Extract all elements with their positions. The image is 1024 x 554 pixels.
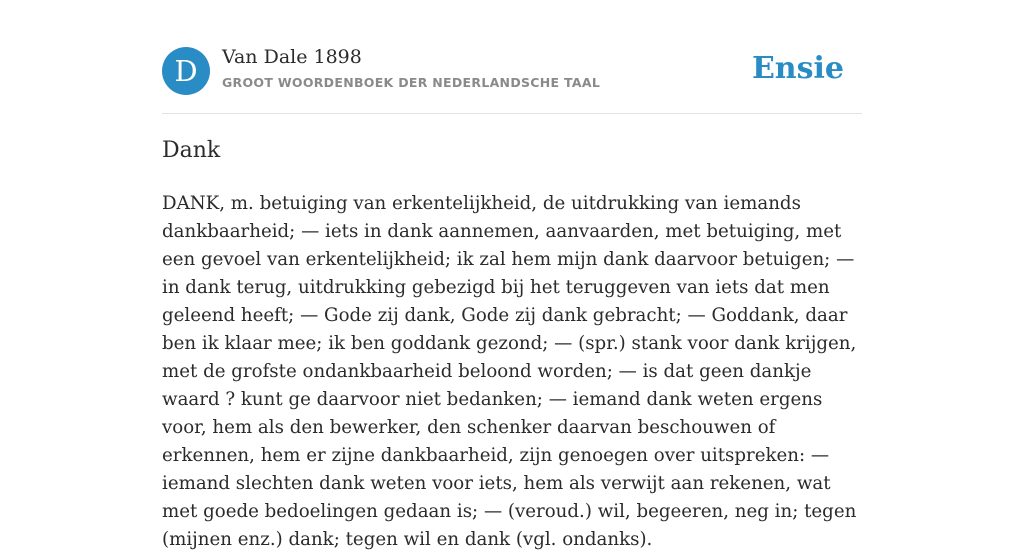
brand-logo[interactable]: Ensie (751, 51, 844, 86)
page-container (162, 0, 862, 550)
entry-title: Dank (162, 138, 221, 163)
source-subtitle: GROOT WOORDENBOEK DER NEDERLANDSCHE TAAL (222, 75, 601, 90)
source-logo-icon[interactable]: D (162, 47, 210, 95)
site-header (162, 0, 862, 114)
source-title[interactable]: Van Dale 1898 (222, 46, 362, 68)
entry-definition: DANK, m. betuiging van erkentelijkheid, de uitdrukking van iemands dankbaarheid; — iets in dank aannemen, aanvaarden, met betuiging, met een gevoel van erkentelijkheid; ik zal hem mijn dank daarvoor betuigen; — in dank terug, uitdrukking gebezigd bij het teruggeven van iets dat men geleend heeft; — Gode zij dank, Gode zij dank gebracht; — Goddank, daar ben ik klaar mee; ik ben goddank gezond; — (spr.) stank voor dank krijgen, met de grofste ondankbaarheid beloond worden; — is dat geen dankje waard ? kunt ge daarvoor niet bedanken; — iemand dank weten ergens voor, hem als den bewerker, den schenker daarvan beschouwen of erkennen, hem er zijne dankbaarheid, zijn genoegen over uitspreken: — iemand slechten dank weten voor iets, hem als verwijt aan rekenen, wat met goede bedoelingen gedaan is; — (veroud.) wil, begeeren, neg in; tegen (mijnen enz.) dank; tegen wil en dank (vgl. ondanks). (162, 193, 857, 550)
